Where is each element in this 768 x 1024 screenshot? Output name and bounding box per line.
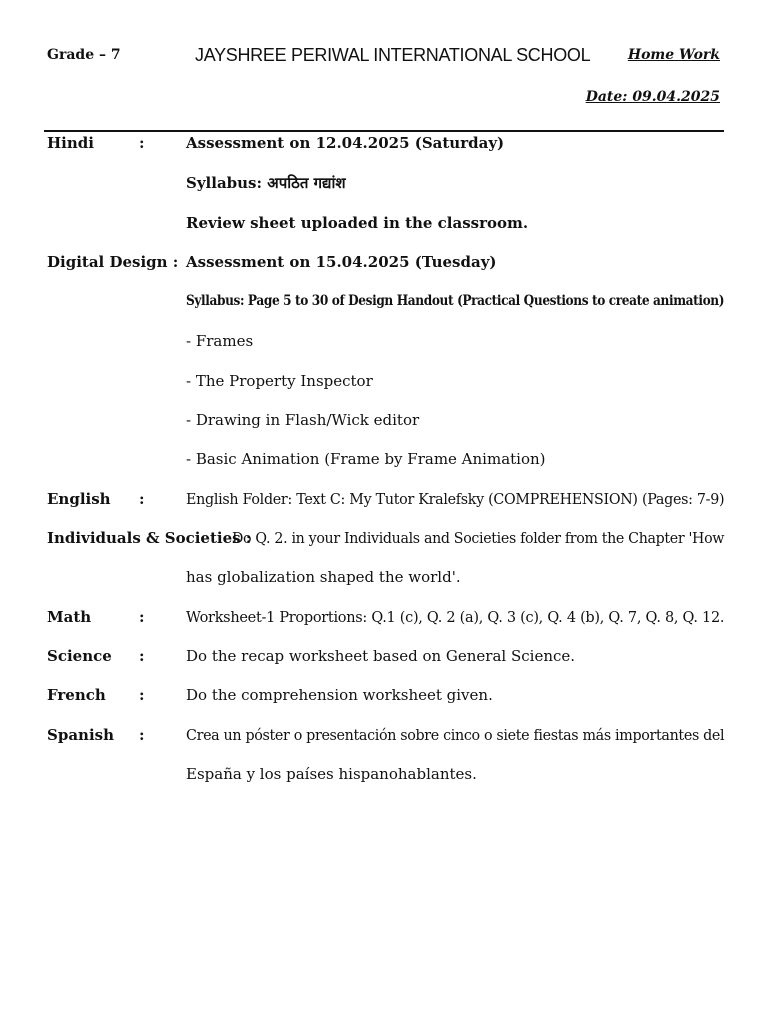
spanish-task-line2: España y los países hispanohablantes. [186, 765, 477, 783]
bullet-item: - Frames [186, 332, 254, 350]
subject-french: French [47, 686, 106, 704]
ins-task-line1: Do Q. 2. in your Individuals and Societies folder from the Chapter 'How [232, 529, 725, 547]
date-label: Date: 09.04.2025 [585, 89, 720, 105]
separator: : [139, 726, 145, 744]
doc-type: Home Work [627, 47, 720, 63]
ins-task-line2: has globalization shaped the world'. [186, 568, 461, 586]
bullet-item: - The Property Inspector [186, 372, 373, 390]
hindi-review-note: Review sheet uploaded in the classroom. [186, 214, 529, 232]
english-task: English Folder: Text C: My Tutor Kralefsky (COMPREHENSION) (Pages: 7-9) [186, 490, 725, 508]
grade-label: Grade – 7 [47, 47, 121, 63]
separator: : [139, 686, 145, 704]
bullet-item: - Drawing in Flash/Wick editor [186, 411, 420, 429]
subject-english: English [47, 490, 111, 508]
math-task: Worksheet-1 Proportions: Q.1 (c), Q. 2 (a), Q. 3 (c), Q. 4 (b), Q. 7, Q. 8, Q. 12. [186, 608, 725, 626]
separator: : [139, 134, 145, 152]
separator: : [139, 647, 145, 665]
header-rule [44, 130, 724, 132]
bullet-item: - Basic Animation (Frame by Frame Animation) [186, 450, 546, 468]
digital-design-syllabus: Syllabus: Page 5 to 30 of Design Handout (Practical Questions to create animation) [186, 293, 725, 309]
subject-math: Math [47, 608, 92, 626]
subject-digital-design: Digital Design : [47, 253, 179, 271]
school-name: JAYSHREE PERIWAL INTERNATIONAL SCHOOL [195, 45, 591, 65]
subject-hindi: Hindi [47, 134, 94, 152]
spanish-task-line1: Crea un póster o presentación sobre cinco o siete fiestas más importantes del [186, 726, 725, 744]
digital-design-assessment: Assessment on 15.04.2025 (Tuesday) [186, 253, 497, 271]
hindi-assessment: Assessment on 12.04.2025 (Saturday) [186, 134, 505, 152]
subject-spanish: Spanish [47, 726, 114, 744]
separator: : [139, 608, 145, 626]
subject-science: Science [47, 647, 112, 665]
hindi-syllabus: Syllabus: अपठित गद्यांश [186, 174, 346, 192]
subject-individuals-societies: Individuals & Societies : [47, 529, 252, 547]
separator: : [139, 490, 145, 508]
french-task: Do the comprehension worksheet given. [186, 686, 493, 704]
science-task: Do the recap worksheet based on General Science. [186, 647, 576, 665]
